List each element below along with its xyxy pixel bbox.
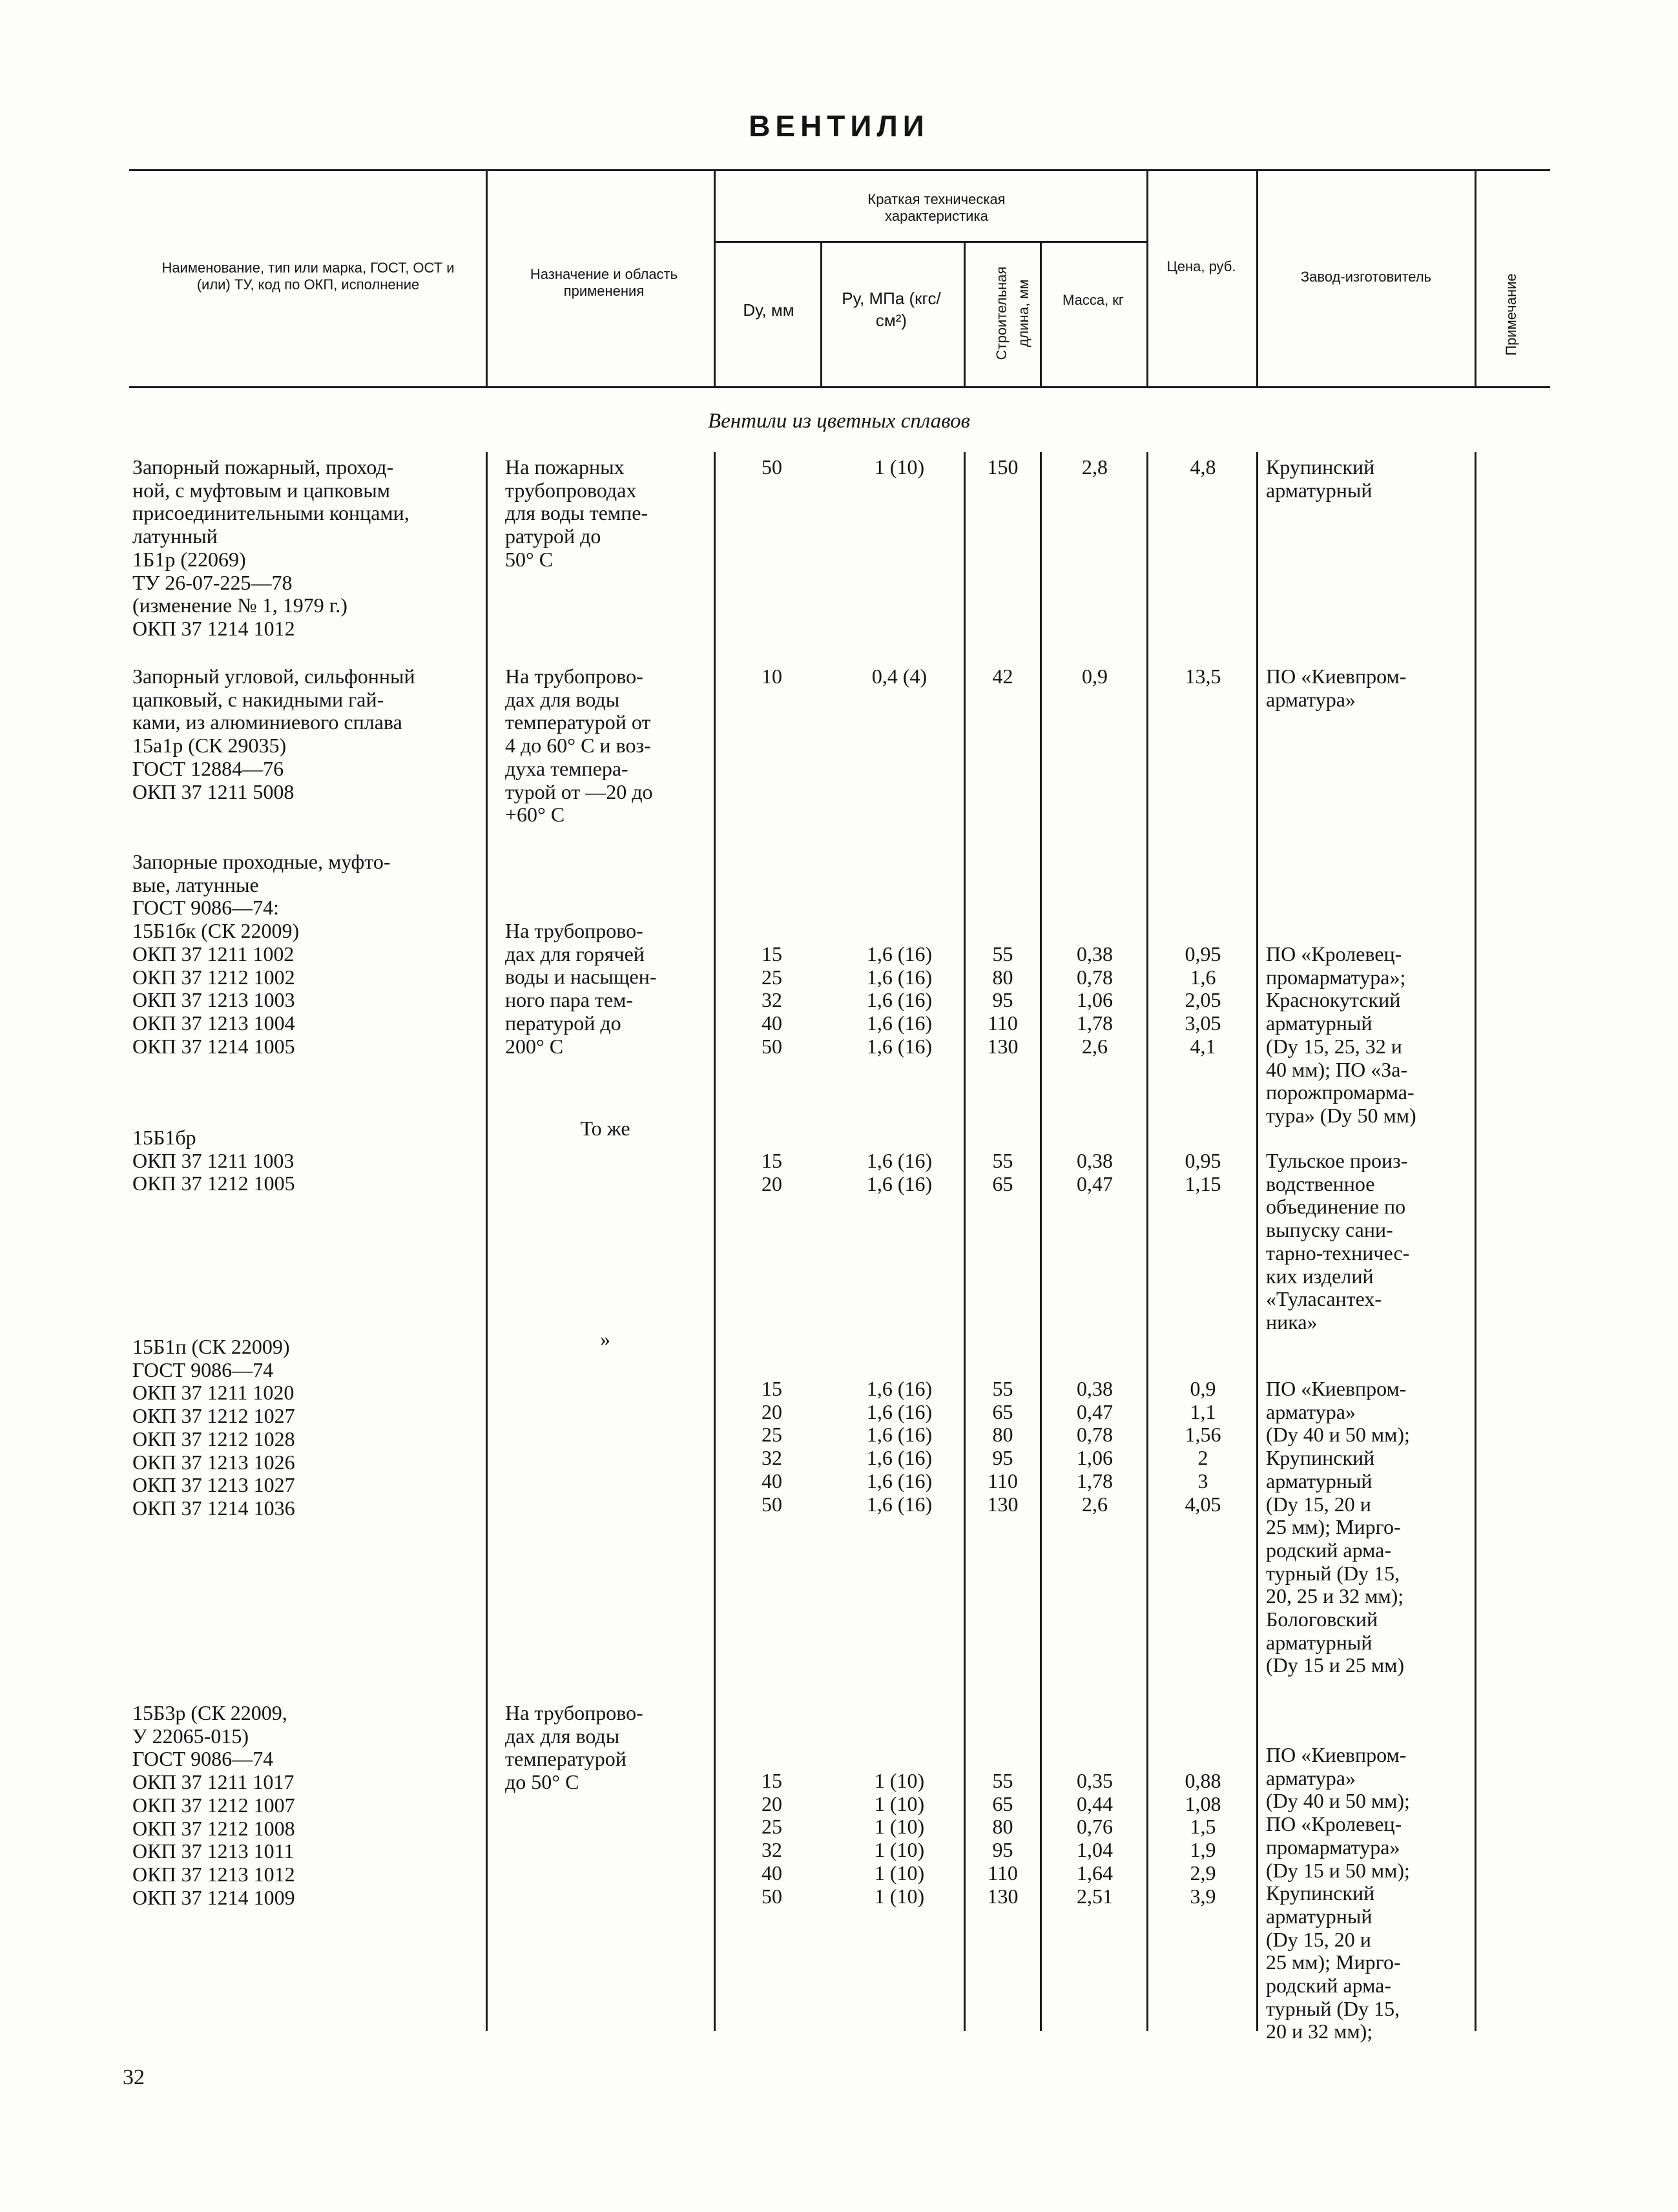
column-divider xyxy=(964,452,966,2031)
row-6-pn: 1 (10) 1 (10) 1 (10) 1 (10) 1 (10) 1 (10) xyxy=(874,1769,925,1908)
row-6-mass: 0,35 0,44 0,76 1,04 1,64 2,51 xyxy=(1077,1769,1113,1908)
column-divider xyxy=(1256,169,1258,386)
column-divider xyxy=(1146,169,1148,386)
header-price: Цена, руб. xyxy=(1166,258,1236,274)
header-dn: Dу, мм xyxy=(743,300,794,320)
row-6-name: 15Б3р (СК 22009, У 22065-015) ГОСТ 9086—74 ОКП 37 1211 1017 ОКП 37 1212 1007 ОКП 37 1212 1008 ОКП 37 1213 1011 ОКП 37 1213 1012 ОКП 37 1214 1009 xyxy=(132,1701,295,1909)
row-1-dn: 50 xyxy=(761,455,782,479)
row-2-length: 42 xyxy=(992,665,1013,688)
header-purpose: Назначение и область применения xyxy=(530,266,678,299)
row-3-maker: ПО «Кролевец- промарматура»; Краснокутский арматурный (Dу 15, 25, 32 и 40 мм); ПО «За- порожпромарма- тура» (Dу 50 мм) xyxy=(1266,942,1416,1127)
row-3-length: 55 80 95 110 130 xyxy=(987,942,1019,1058)
row-1-purpose: На пожарных трубопроводах для воды темпе- ратурой до 50° С xyxy=(505,455,648,571)
table-header-bottom-rule xyxy=(129,386,1550,388)
row-2-mass: 0,9 xyxy=(1082,665,1108,688)
row-3-name: Запорные проходные, муфто- вые, латунные ГОСТ 9086—74: 15Б1бк (СК 22009) ОКП 37 1211 1002 ОКП 37 1212 1002 ОКП 37 1213 1003 ОКП 37 1213 1004 ОКП 37 1214 1005 xyxy=(132,850,391,1058)
page-title: ВЕНТИЛИ xyxy=(749,109,929,143)
row-6-maker: ПО «Киевпром- арматура» (Dу 40 и 50 мм); ПО «Кролевец- промарматура» (Dу 15 и 50 мм); Крупинский арматурный (Dу 15, 20 и 25 мм); Мирго- родский арма- турный (Dу 15, 20 и 32 мм); xyxy=(1266,1743,1410,2043)
section-heading: Вентили из цветных сплавов xyxy=(708,409,970,433)
column-divider xyxy=(1256,452,1258,2031)
row-4-price: 0,95 1,15 xyxy=(1185,1149,1221,1195)
page-number: 32 xyxy=(123,2065,145,2089)
row-5-purpose: » xyxy=(600,1327,610,1350)
row-5-length: 55 65 80 95 110 130 xyxy=(987,1377,1019,1516)
column-divider xyxy=(1475,169,1476,386)
row-1-name: Запорный пожарный, проход- ной, с муфтовым и цапковым присоединительными концами, латунный 1Б1р (22069) ТУ 26-07-225—78 (изменение № 1, 1979 г.) ОКП 37 1214 1012 xyxy=(132,455,409,640)
row-5-mass: 0,38 0,47 0,78 1,06 1,78 2,6 xyxy=(1077,1377,1113,1516)
column-divider xyxy=(714,169,716,386)
tech-group-rule xyxy=(714,241,1146,243)
row-5-pn: 1,6 (16) 1,6 (16) 1,6 (16) 1,6 (16) 1,6 (16) 1,6 (16) xyxy=(866,1377,933,1516)
column-divider xyxy=(486,452,488,2031)
column-divider xyxy=(964,241,966,386)
row-2-name: Запорный угловой, сильфонный цапковый, с накидными гай- ками, из алюминиевого сплава 15а1р (СК 29035) ГОСТ 12884—76 ОКП 37 1211 5008 xyxy=(132,665,415,803)
header-note: Примечание xyxy=(1503,273,1519,356)
row-6-purpose: На трубопрово- дах для воды температурой до 50° С xyxy=(505,1701,643,1794)
row-4-mass: 0,38 0,47 xyxy=(1077,1149,1113,1195)
row-5-maker: ПО «Киевпром- арматура» (Dу 40 и 50 мм); Крупинский арматурный (Dу 15, 20 и 25 мм); Мирго- родский арма- турный (Dу 15, 20, 25 и 32 мм); Бологовский арматурный (Dу 15 и 25 мм) xyxy=(1266,1377,1410,1677)
header-tech-group: Краткая техническая характеристика xyxy=(867,191,1006,224)
column-divider xyxy=(1475,452,1476,2031)
row-5-dn: 15 20 25 32 40 50 xyxy=(761,1377,782,1516)
row-3-pn: 1,6 (16) 1,6 (16) 1,6 (16) 1,6 (16) 1,6 (16) xyxy=(866,942,933,1058)
column-divider xyxy=(1040,452,1042,2031)
row-3-dn: 15 25 32 40 50 xyxy=(761,942,782,1058)
column-divider xyxy=(714,452,716,2031)
row-1-price: 4,8 xyxy=(1190,455,1216,479)
header-name: Наименование, тип или марка, ГОСТ, ОСТ и (или) ТУ, код по ОКП, исполнение xyxy=(161,260,455,293)
row-3-price: 0,95 1,6 2,05 3,05 4,1 xyxy=(1185,942,1221,1058)
row-3-mass: 0,38 0,78 1,06 1,78 2,6 xyxy=(1077,942,1113,1058)
row-1-pn: 1 (10) xyxy=(874,455,925,479)
row-2-purpose: На трубопрово- дах для воды температурой от 4 до 60° С и воз- духа темпера- турой от —20 до +60° С xyxy=(505,665,653,827)
row-2-price: 13,5 xyxy=(1185,665,1221,688)
table-top-rule xyxy=(129,169,1550,171)
column-divider xyxy=(1146,452,1148,2031)
row-6-price: 0,88 1,08 1,5 1,9 2,9 3,9 xyxy=(1185,1769,1221,1908)
row-2-maker: ПО «Киевпром- арматура» xyxy=(1266,665,1407,711)
column-divider xyxy=(1040,241,1042,386)
row-1-length: 150 xyxy=(987,455,1019,479)
header-length: Строительная длина, мм xyxy=(993,266,1031,360)
row-6-length: 55 65 80 95 110 130 xyxy=(987,1769,1019,1908)
row-4-pn: 1,6 (16) 1,6 (16) xyxy=(866,1149,933,1195)
row-4-purpose: То же xyxy=(580,1117,630,1140)
row-4-dn: 15 20 xyxy=(761,1149,782,1195)
header-maker: Завод-изготовитель xyxy=(1300,269,1432,285)
row-6-dn: 15 20 25 32 40 50 xyxy=(761,1769,782,1908)
row-1-maker: Крупинский арматурный xyxy=(1266,455,1375,502)
row-5-name: 15Б1п (СК 22009) ГОСТ 9086—74 ОКП 37 1211 1020 ОКП 37 1212 1027 ОКП 37 1212 1028 ОКП 37 1213 1026 ОКП 37 1213 1027 ОКП 37 1214 1036 xyxy=(132,1335,295,1520)
column-divider xyxy=(486,169,488,386)
row-2-dn: 10 xyxy=(761,665,782,688)
row-4-name: 15Б1бр ОКП 37 1211 1003 ОКП 37 1212 1005 xyxy=(132,1126,295,1195)
row-4-maker: Тульское произ- водственное объединение по выпуску сани- тарно-техничес- ких изделий «Туласантех- ника» xyxy=(1266,1149,1410,1334)
column-divider xyxy=(820,241,822,386)
row-3-purpose: На трубопрово- дах для горячей воды и насыщен- ного пара тем- пературой до 200° С xyxy=(505,919,657,1058)
header-mass: Масса, кг xyxy=(1062,292,1124,308)
header-pn: Pу, МПа (кгс/см²) xyxy=(842,289,941,330)
row-4-length: 55 65 xyxy=(992,1149,1013,1195)
row-5-price: 0,9 1,1 1,56 2 3 4,05 xyxy=(1185,1377,1221,1516)
row-2-pn: 0,4 (4) xyxy=(871,665,927,688)
row-1-mass: 2,8 xyxy=(1082,455,1108,479)
